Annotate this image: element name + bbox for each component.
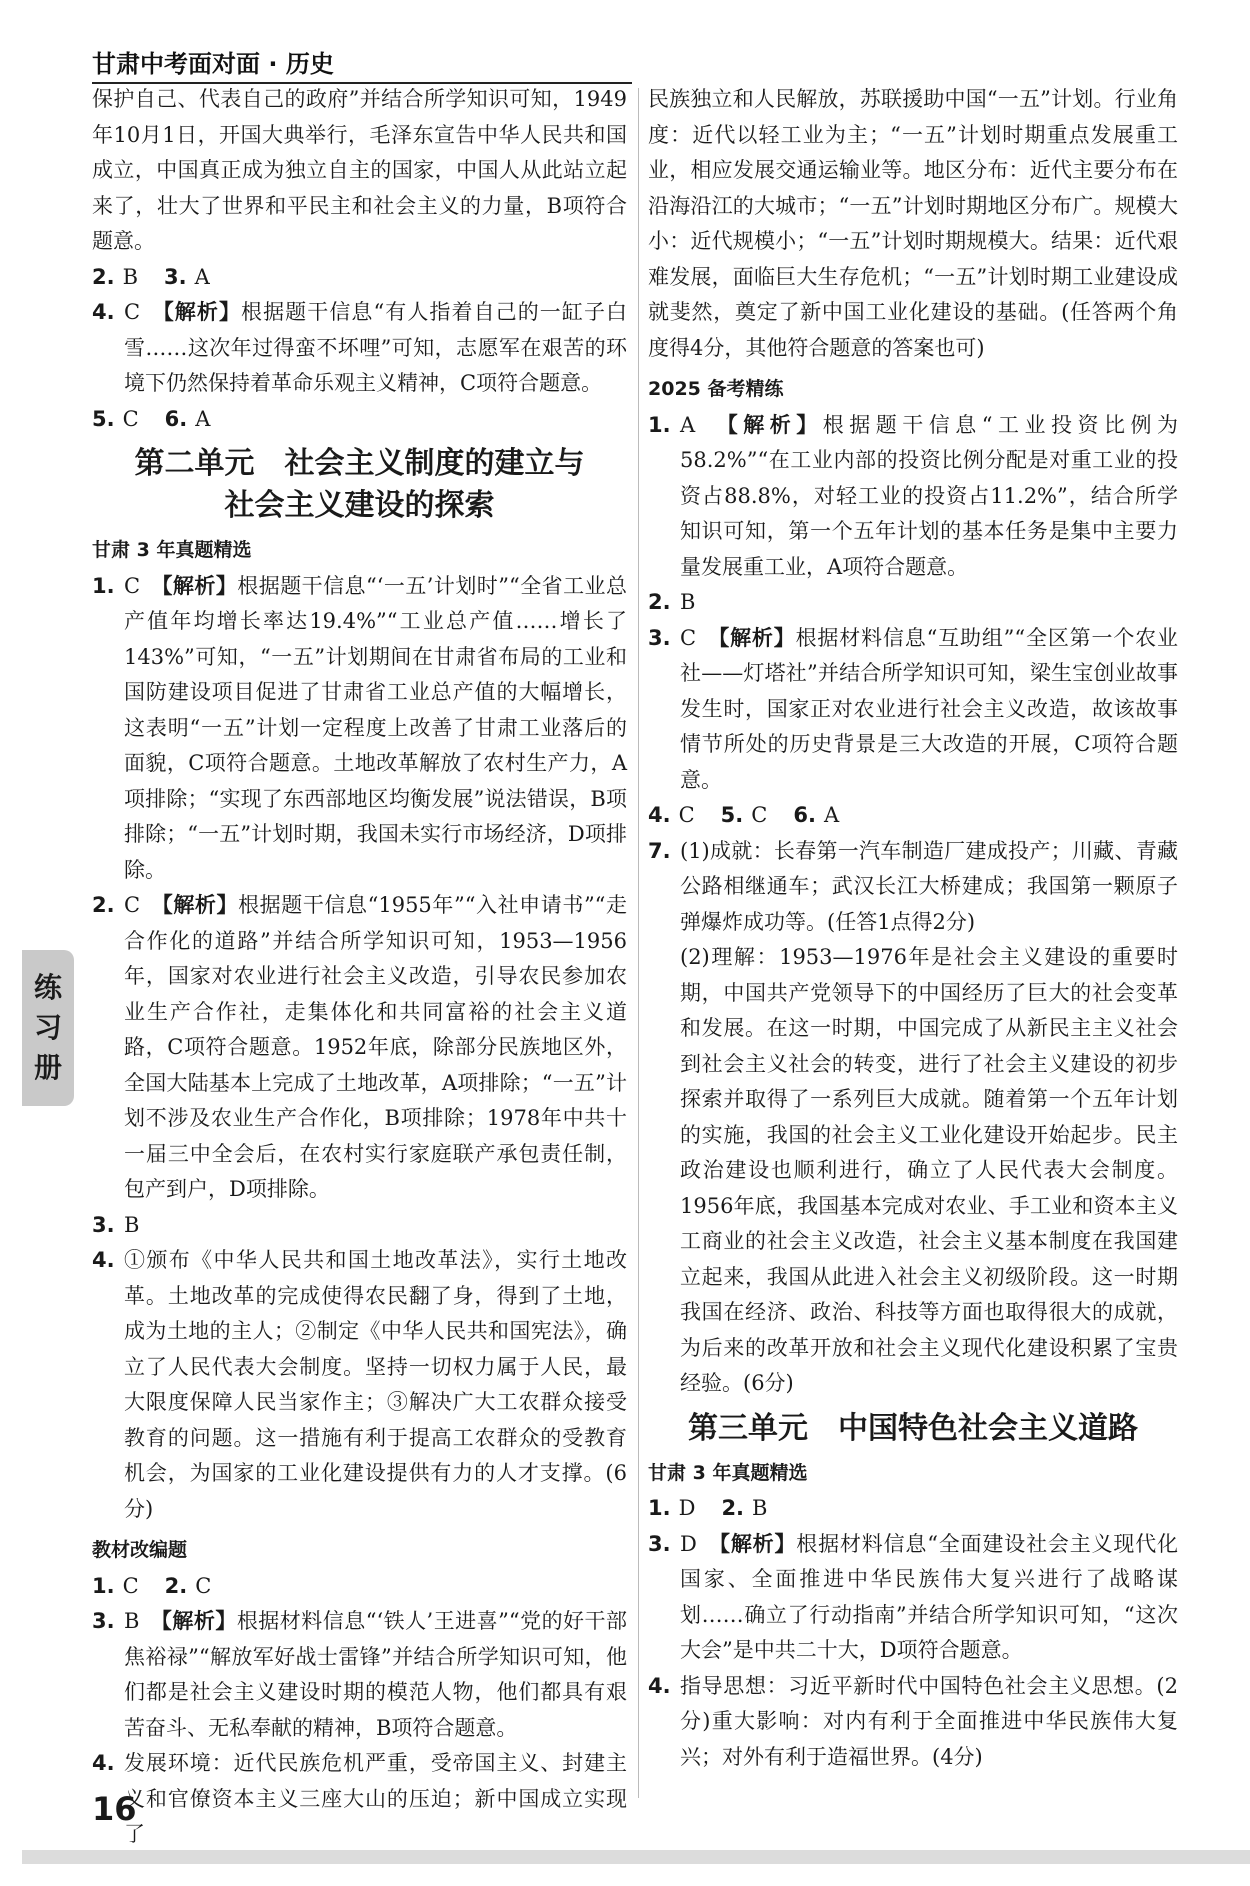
- answer-number: 2.: [164, 1573, 188, 1598]
- bottom-band: [22, 1850, 1250, 1864]
- side-tab-char: 练: [33, 971, 62, 1004]
- answer-value: A: [680, 412, 696, 437]
- answer-value: C: [680, 625, 697, 650]
- answer-number: 2.: [721, 1496, 745, 1520]
- section-subtitle: 教材改编题: [92, 1539, 188, 1561]
- answer-text: ①颁布《中华人民共和国土地改革法》，实行土地改革。土地改革的完成使得农民翻了身，得到了土地，成为土地的主人；②制定《中华人民共和国宪法》，确立了人民代表大会制度。坚持一切权力属于人民，最大限度保障人民当家作主；③解决广大工农群众接受教育的问题。这一措施有利于提高工农群众的受教育机会，为国家的工业化建设提供有力的人才支撑。(6分): [124, 1248, 627, 1521]
- unit-title: [92, 443, 627, 527]
- answer-value: B: [752, 1496, 768, 1520]
- answer-value: A: [194, 264, 210, 289]
- answer-value: C: [751, 803, 768, 827]
- analysis-tag: 【解析】: [162, 893, 239, 917]
- item-number: 4.: [648, 1673, 671, 1698]
- left-column: [92, 82, 627, 1853]
- section-subtitle: 甘肃 3 年真题精选: [648, 1461, 808, 1484]
- analysis-text: 根据题干信息“工业投资比例为58.2%”“在工业内部的投资比例分配是对重工业的投资占88.8%，对轻工业的投资占11.2%”，结合所学知识可知，第一个五年计划的基本任务是集中主要力量发展重工业，A项符合题意。: [680, 412, 1179, 579]
- continued-paragraph: 民族独立和人民解放，苏联援助中国“一五”计划。行业角度：近代以轻工业为主；“一五”计划时期重点发展重工业，相应发展交通运输业等。地区分布：近代主要分布在沿海沿江的大城市；“一五”计划时期地区分布广。规模大小：近代规模小；“一五”计划时期规模大。结果：近代艰难发展，面临巨大生存危机；“一五”计划时期工业建设成就斐然，奠定了新中国工业化建设的基础。(任答两个角度得4分，其他符合题意的答案也可): [648, 87, 1178, 360]
- item-number: 4.: [92, 300, 115, 324]
- answer-item: [648, 621, 1178, 799]
- answer-line: [92, 1569, 627, 1605]
- answer-item: [648, 834, 1178, 1402]
- answer-number: 3.: [164, 264, 187, 289]
- answer-value: B: [124, 1609, 140, 1633]
- item-number: 2.: [648, 590, 671, 614]
- answer-item: [648, 1527, 1178, 1669]
- answer-value: B: [122, 264, 139, 289]
- answer-number: 5.: [92, 406, 115, 431]
- item-number: 2.: [92, 893, 115, 917]
- item-number: 1.: [92, 573, 115, 598]
- section-subtitle: 2025 备考精练: [648, 378, 784, 400]
- analysis-tag: 【解析】: [718, 625, 796, 650]
- answer-item: [648, 408, 1178, 586]
- right-column: [648, 82, 1178, 1775]
- analysis-text: 根据材料信息“全面建设社会主义现代化国家、全面推进中华民族伟大复兴进行了战略谋划……确立了行动指南”并结合所学知识可知，“这次大会”是中共二十大，D项符合题意。: [680, 1531, 1179, 1662]
- answer-item: [92, 1243, 627, 1527]
- analysis-text: 根据材料信息“互助组”“全区第一个农业社——灯塔社”并结合所学知识可知，梁生宝创业故事发生时，国家正对农业进行社会主义改造，故该故事情节所处的历史背景是三大改造的开展，C项符合题意。: [680, 625, 1178, 792]
- analysis-text: 根据材料信息“‘铁人’王进喜”“党的好干部焦裕禄”“解放军好战士雷锋”并结合所学知识可知，他们都是社会主义建设时期的模范人物，他们都具有艰苦奋斗、无私奉献的精神，B项符合题意。: [124, 1609, 628, 1740]
- item-number: 3.: [92, 1609, 115, 1633]
- answer-value: B: [680, 590, 696, 614]
- answer-item: [648, 585, 1178, 621]
- item-number: 3.: [92, 1212, 115, 1237]
- answer-value: D: [680, 1531, 697, 1556]
- answer-line: [648, 798, 1178, 834]
- item-number: 3.: [648, 1531, 671, 1556]
- analysis-tag: 【解析】: [161, 573, 238, 598]
- answer-text: 发展环境：近代民族危机严重，受帝国主义、封建主义和官僚资本主义三座大山的压迫；新中国成立实现了: [124, 1751, 627, 1846]
- analysis-tag: 【解析】: [727, 412, 823, 437]
- item-number: 1.: [648, 412, 671, 437]
- answer-item: [92, 569, 627, 889]
- analysis-tag: 【解析】: [719, 1531, 797, 1556]
- unit-title-line: 社会主义建设的探索: [224, 488, 495, 523]
- answer-value: A: [195, 406, 211, 431]
- answer-value: C: [122, 406, 139, 431]
- answer-line: [92, 402, 627, 438]
- analysis-text: 根据题干信息“‘一五’计划时”“全省工业总产值年均增长率达19.4%”“工业总产值……增长了143%”可知，“一五”计划期间在甘肃省布局的工业和国防建设项目促进了甘肃省工业总产值的大幅增长，这表明“一五”计划一定程度上改善了甘肃工业落后的面貌，C项符合题意。土地改革解放了农村生产力，A项排除；“实现了东西部地区均衡发展”说法错误，B项排除；“一五”计划时期，我国未实行市场经济，D项排除。: [124, 573, 627, 882]
- answer-value: A: [823, 803, 840, 827]
- page-header-title: 甘肃中考面对面 · 历史: [92, 50, 334, 78]
- unit-title: 第三单元 中国特色社会主义道路: [688, 1410, 1138, 1446]
- analysis-text: 根据题干信息“有人指着自己的一缸子白雪……这次年过得蛮不坏哩”可知，志愿军在艰苦的环境下仍然保持着革命乐观主义精神，C项符合题意。: [124, 300, 628, 395]
- answer-item: [92, 888, 627, 1208]
- answer-value: C: [678, 803, 695, 827]
- item-number: 4.: [92, 1248, 115, 1272]
- item-number: 4.: [92, 1751, 115, 1775]
- answer-text: (1)成就：长春第一汽车制造厂建成投产；川藏、青藏公路相继通车；武汉长江大桥建成；我国第一颗原子弹爆炸成功等。(任答1点得2分): [680, 838, 1178, 934]
- side-tab-char: 册: [33, 1051, 62, 1084]
- answer-number: 6.: [164, 406, 188, 431]
- answer-item: [92, 1604, 627, 1746]
- page-number: 16: [92, 1790, 137, 1828]
- answer-value: B: [124, 1212, 140, 1237]
- answer-number: 4.: [648, 803, 671, 827]
- intro-paragraph: 保护自己、代表自己的政府”并结合所学知识可知，1949年10月1日，开国大典举行，毛泽东宣告中华人民共和国成立，中国真正成为独立自主的国家，中国人从此站立起来了，壮大了世界和平民主和社会主义的力量，B项符合题意。: [92, 87, 627, 253]
- answer-item: [92, 1208, 627, 1244]
- answer-value: C: [122, 1573, 139, 1598]
- analysis-tag: 【解析】: [163, 300, 242, 324]
- answer-value: C: [124, 893, 141, 917]
- answer-value: C: [124, 300, 141, 324]
- section-subtitle: 甘肃 3 年真题精选: [92, 539, 252, 561]
- analysis-tag: 【解析】: [161, 1609, 237, 1633]
- answer-line: [648, 1491, 1178, 1527]
- item-number: 7.: [648, 838, 671, 863]
- answer-line: [92, 260, 627, 296]
- unit-title-line: 第二单元 社会主义制度的建立与: [134, 446, 585, 481]
- analysis-text: 根据题干信息“1955年”“入社申请书”“走合作化的道路”并结合所学知识可知，1953—1956年，国家对农业进行社会主义改造，引导农民参加农业生产合作社，走集体化和共同富裕的社会主义道路，C项符合题意。1952年底，除部分民族地区外，全国大陆基本上完成了土地改革，A项排除；“一五”计划不涉及农业生产合作化，B项排除；1978年中共十一届三中全会后，在农村实行家庭联产承包责任制，包产到户，D项排除。: [124, 893, 627, 1201]
- answer-text: 指导思想：习近平新时代中国特色社会主义思想。(2分)重大影响：对内有利于全面推进中华民族伟大复兴；对外有利于造福世界。(4分): [680, 1673, 1178, 1769]
- answer-number: 1.: [92, 1573, 115, 1598]
- answer-text: (2)理解：1953—1976年是社会主义建设的重要时期，中国共产党领导下的中国经历了巨大的社会变革和发展。在这一时期，中国完成了从新民主主义社会到社会主义社会的转变，进行了社会主义建设的初步探索并取得了一系列巨大成就。随着第一个五年计划的实施，我国的社会主义工业化建设开始起步。民主政治建设也顺利进行，确立了人民代表大会制度。1956年底，我国基本完成对农业、手工业和资本主义工商业的社会主义改造，社会主义基本制度在我国建立起来，我国从此进入社会主义初级阶段。这一时期我国在经济、政治、科技等方面也取得很大的成就，为后来的改革开放和社会主义现代化建设积累了宝贵经验。(6分): [680, 945, 1178, 1395]
- column-divider: [638, 88, 639, 1798]
- answer-item: [92, 1746, 627, 1853]
- answer-number: 2.: [92, 264, 115, 289]
- answer-value: D: [678, 1496, 696, 1520]
- answer-value: C: [195, 1573, 212, 1598]
- answer-number: 1.: [648, 1496, 671, 1520]
- answer-number: 6.: [793, 803, 816, 827]
- answer-number: 5.: [720, 803, 744, 827]
- side-tab-char: 习: [33, 1011, 62, 1044]
- side-tab-workbook: [22, 950, 74, 1106]
- answer-value: C: [124, 573, 141, 598]
- item-number: 3.: [648, 625, 671, 650]
- answer-item: [92, 295, 627, 402]
- answer-item: [648, 1669, 1178, 1776]
